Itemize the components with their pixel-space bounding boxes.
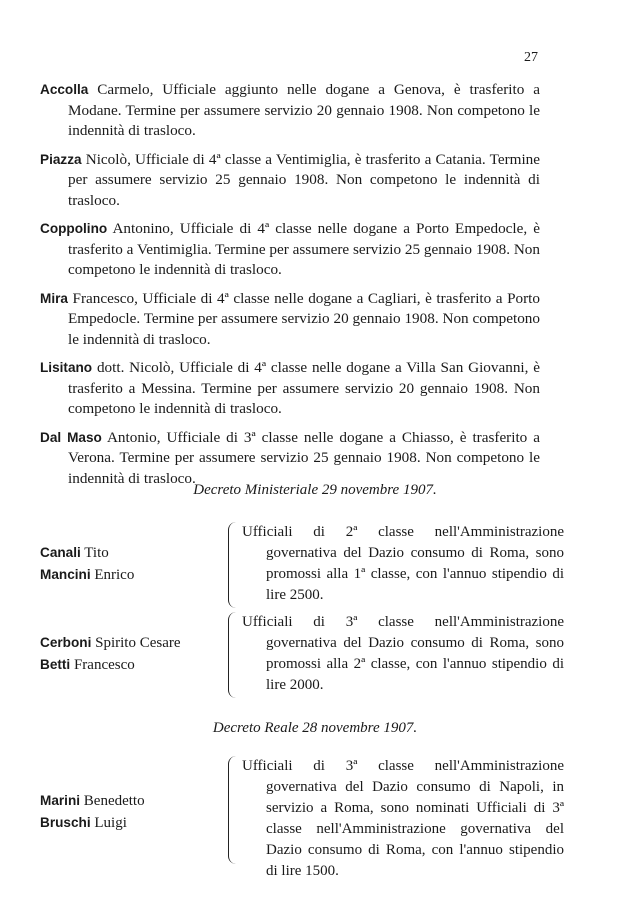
entry-text: dott. Nicolò, Ufficiale di 4ª classe nelle dogane a Villa San Giovanni, è trasferito a Messina. Termine per assumere servizio 20 gennaio 1908. Non competono le indennità di trasloco. bbox=[68, 359, 540, 417]
person-name bbox=[40, 632, 181, 654]
name-list bbox=[40, 790, 145, 834]
promotion-group bbox=[40, 612, 564, 698]
entry-text: Antonino, Ufficiale di 4ª classe nelle dogane a Porto Empedocle, è trasferito a Ventimiglia. Termine per assumere servizio 25 gennaio 1908. Non competono le indennità di trasloco. bbox=[68, 220, 540, 278]
name-list bbox=[40, 632, 181, 676]
promotion-group bbox=[40, 522, 564, 608]
surname: Lisitano bbox=[40, 360, 93, 375]
person-name bbox=[40, 564, 134, 586]
surname: Bruschi bbox=[40, 815, 91, 830]
given-name: Spirito Cesare bbox=[91, 635, 181, 651]
group-text: Ufficiali di 3ª classe nell'Amministrazione governativa del Dazio consumo di Napoli, in servizio a Roma, sono nominati Ufficiali di 3ª classe nell'Amministrazione governativa del Dazio consumo di Roma, con l'annuo stipendio di lire 1500. bbox=[242, 758, 564, 879]
entry-text: Antonio, Ufficiale di 3ª classe nelle dogane a Chiasso, è trasferito a Verona. Termine per assumere servizio 25 gennaio 1908. Non competono le indennità di trasloco. bbox=[68, 428, 540, 487]
surname: Mancini bbox=[40, 567, 91, 582]
surname: Mira bbox=[40, 290, 68, 306]
surname: Cerboni bbox=[40, 635, 92, 650]
entry-text: Carmelo, Ufficiale aggiunto nelle dogane a Genova, è trasferito a Modane. Termine per assumere servizio 20 gennaio 1908. Non competono le indennità di trasloco. bbox=[68, 81, 540, 139]
given-name: Benedetto bbox=[80, 793, 145, 809]
decree-title: Decreto Ministeriale 29 novembre 1907. bbox=[193, 482, 437, 498]
surname: Marini bbox=[40, 793, 81, 808]
surname: Betti bbox=[40, 657, 71, 672]
group-text: Ufficiali di 3ª classe nell'Amministrazione governativa del Dazio consumo di Roma, sono promossi alla 2ª classe, con l'annuo stipendio di lire 2000. bbox=[242, 614, 564, 693]
brace bbox=[228, 612, 239, 698]
transfer-entry bbox=[40, 428, 540, 490]
person-name bbox=[40, 812, 145, 834]
person-name bbox=[40, 654, 181, 676]
person-name bbox=[40, 790, 145, 812]
surname: Coppolino bbox=[40, 221, 108, 236]
surname: Piazza bbox=[40, 151, 82, 167]
transfer-list bbox=[40, 80, 540, 497]
decree-title: Decreto Reale 28 novembre 1907. bbox=[212, 720, 418, 736]
name-list bbox=[40, 542, 134, 586]
group-text: Ufficiali di 2ª classe nell'Amministrazione governativa del Dazio consumo di Roma, sono promossi alla 1ª classe, con l'annuo stipendio di lire 2500. bbox=[242, 524, 564, 603]
given-name: Luigi bbox=[90, 815, 127, 831]
brace bbox=[228, 756, 239, 864]
transfer-entry bbox=[40, 358, 540, 420]
entry-text: Francesco, Ufficiale di 4ª classe nelle dogane a Cagliari, è trasferito a Porto Empedocle. Termine per assumere servizio 20 gennaio 1908. Non competono le indennità di trasloco. bbox=[67, 289, 540, 348]
transfer-entry bbox=[40, 150, 540, 212]
surname: Accolla bbox=[40, 82, 89, 97]
given-name: Enrico bbox=[90, 567, 135, 583]
given-name: Tito bbox=[80, 545, 109, 561]
surname: Canali bbox=[40, 545, 81, 560]
given-name: Francesco bbox=[70, 657, 135, 673]
appointment-group bbox=[40, 756, 564, 879]
entry-text: Nicolò, Ufficiale di 4ª classe a Ventimiglia, è trasferito a Catania. Termine per assumere servizio 25 gennaio 1908. Non competono le indennità di trasloco. bbox=[68, 150, 540, 209]
page-number: 27 bbox=[524, 50, 538, 65]
transfer-entry bbox=[40, 289, 540, 351]
surname: Dal Maso bbox=[40, 429, 102, 445]
transfer-entry bbox=[40, 219, 540, 281]
brace bbox=[228, 522, 239, 608]
transfer-entry bbox=[40, 80, 540, 142]
person-name bbox=[40, 542, 134, 564]
